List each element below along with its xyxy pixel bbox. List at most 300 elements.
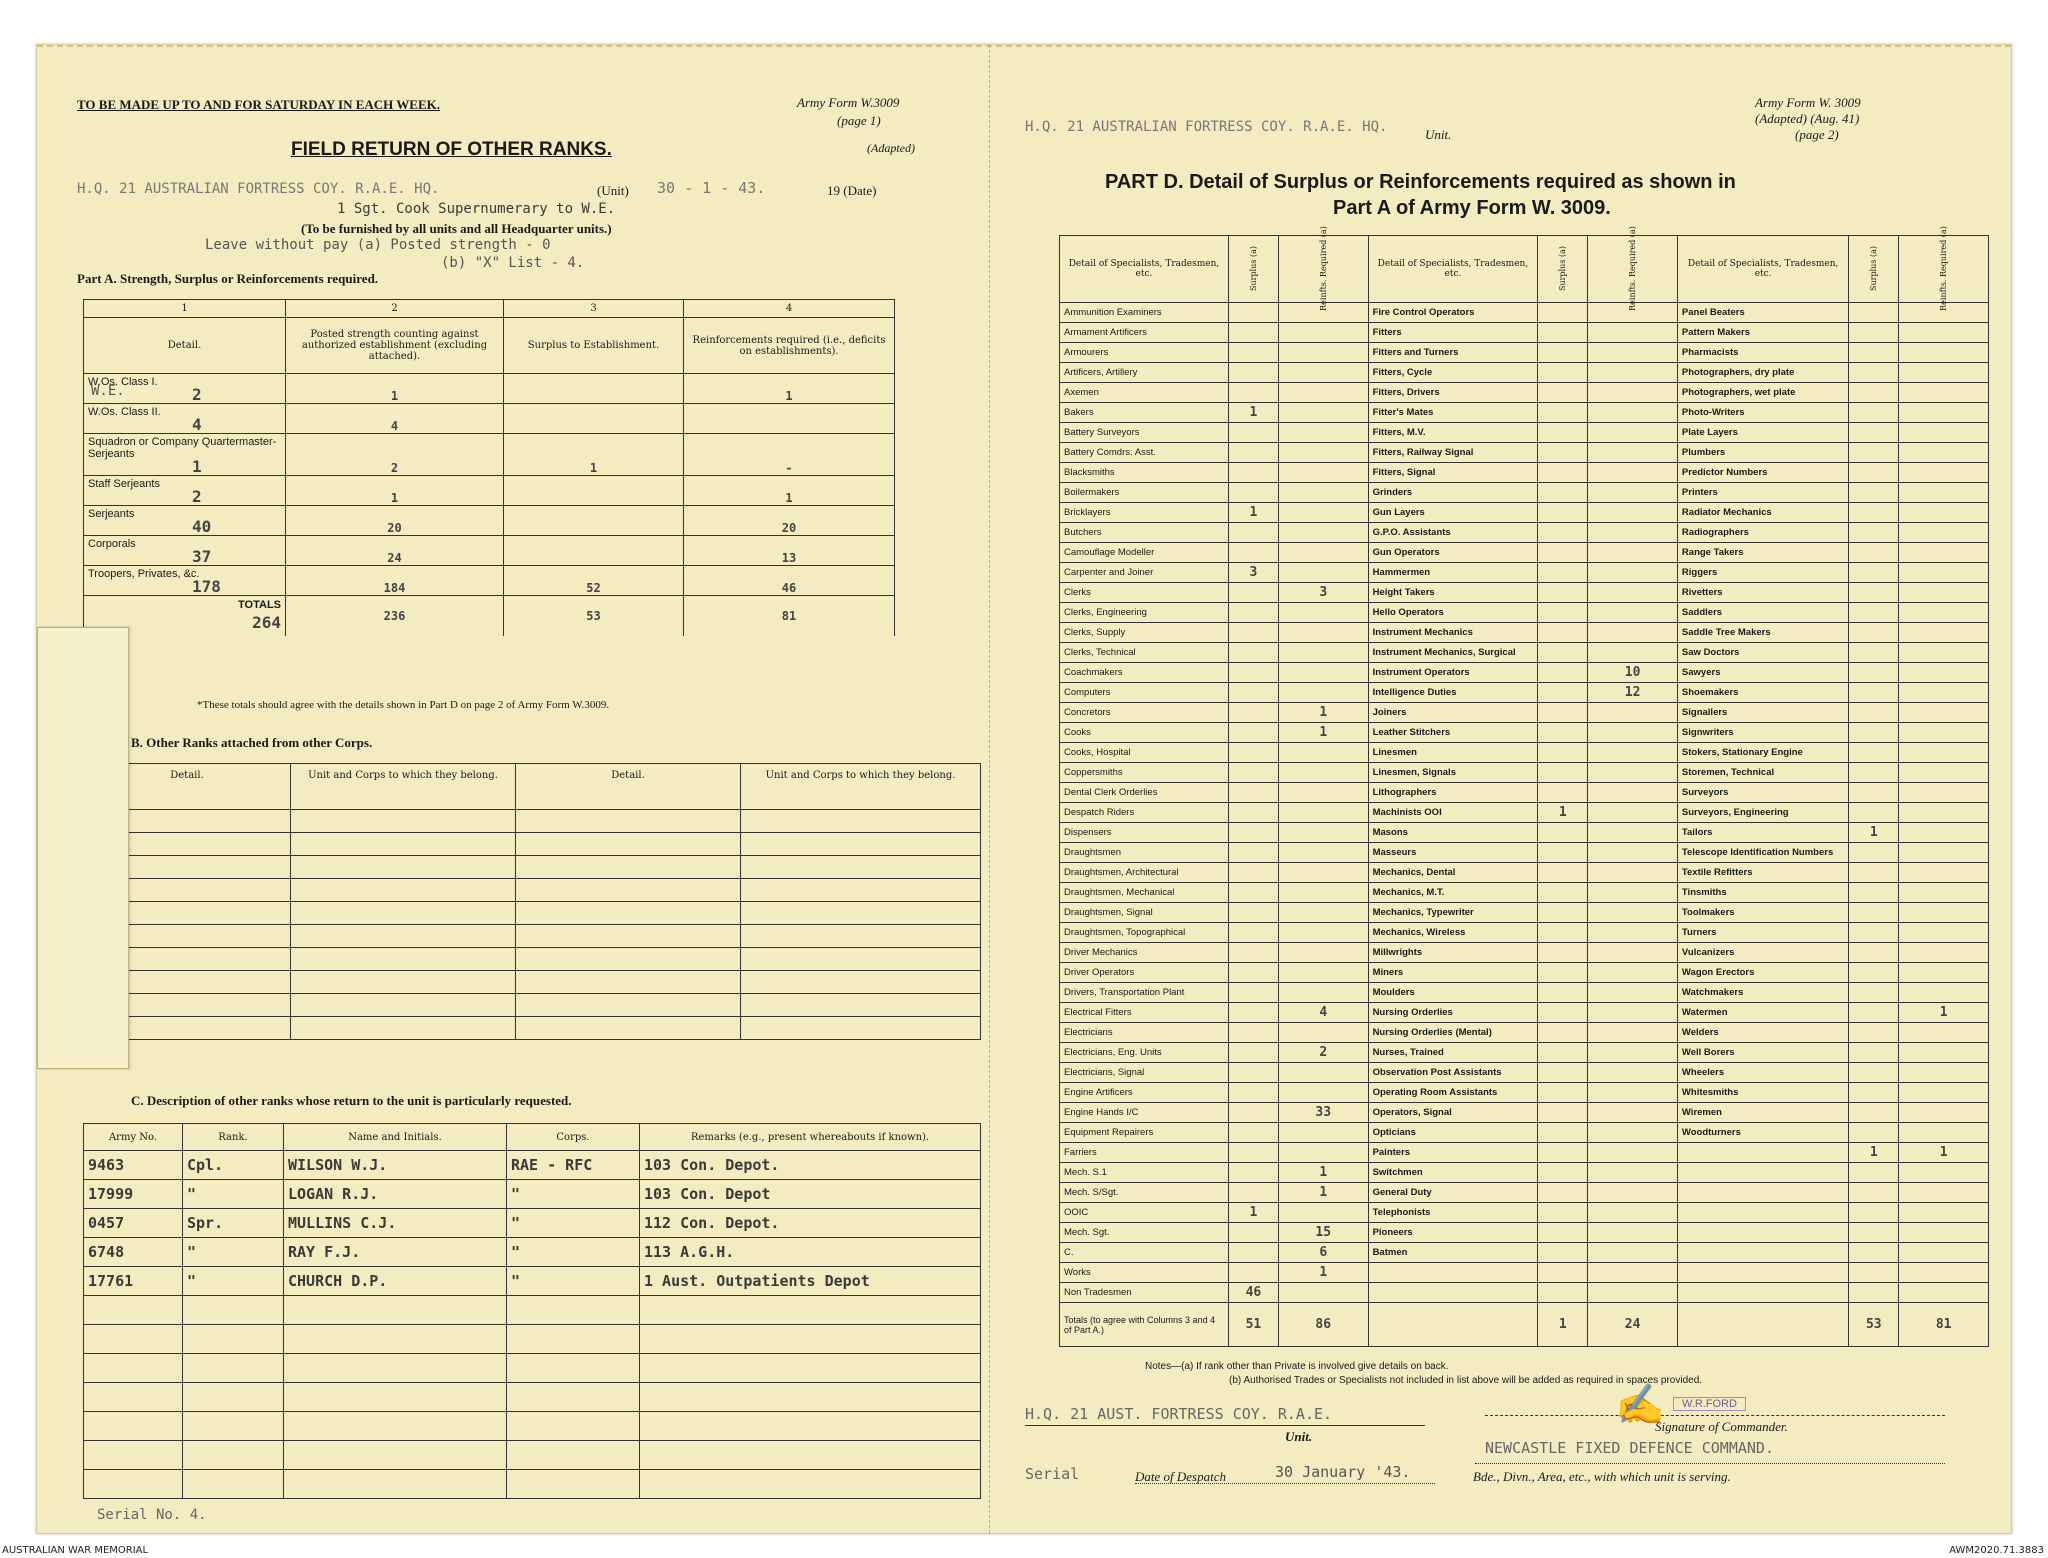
col-head-detail: Detail.: [84, 318, 286, 374]
part-d-trade: Mechanics, Typewriter: [1368, 903, 1538, 923]
part-d-reinf: [1899, 923, 1989, 943]
part-d-reinf: [1899, 963, 1989, 983]
part-c-row: [84, 1383, 981, 1412]
row-surplus: [503, 506, 683, 536]
row-surplus: [503, 404, 683, 434]
part-d-trade: Textile Refitters: [1677, 863, 1848, 883]
part-d-reinf: 1: [1899, 1143, 1989, 1163]
part-d-reinf: [1278, 563, 1368, 583]
part-a-row: [84, 374, 895, 404]
part-d-reinf: [1588, 1123, 1678, 1143]
b-head-detail-1: Detail.: [84, 764, 291, 810]
part-d-trade: Fitters, M.V.: [1368, 423, 1538, 443]
part-d-reinf: [1278, 483, 1368, 503]
part-b-cell: [516, 879, 741, 902]
part-d-trade: Engine Artificers: [1060, 1083, 1229, 1103]
part-c-corps: RAE - RFC: [507, 1151, 640, 1180]
part-d-surplus: [1849, 863, 1899, 883]
part-c-corps: [507, 1354, 640, 1383]
adapted-right: (Adapted) (Aug. 41): [1755, 111, 1860, 126]
part-d-reinf: [1899, 323, 1989, 343]
part-d-reinf: [1588, 643, 1678, 663]
part-d-reinf: [1588, 483, 1678, 503]
d-head-1: Detail of Specialists, Tradesmen, etc.: [1060, 236, 1229, 303]
part-b-cell: [516, 902, 741, 925]
part-d-trade: Riggers: [1677, 563, 1848, 583]
totals-label: TOTALS: [238, 599, 282, 612]
part-d-row: [1060, 683, 1989, 703]
part-d-reinf: [1278, 463, 1368, 483]
part-d-surplus: [1538, 1063, 1588, 1083]
part-d-reinf: [1278, 663, 1368, 683]
part-b-row: [84, 833, 981, 856]
part-d-reinf: [1899, 423, 1989, 443]
part-d-reinf: [1278, 423, 1368, 443]
part-b-cell: [741, 948, 981, 971]
row-detail: [84, 536, 286, 566]
part-d-surplus: [1849, 463, 1899, 483]
totals-we: 264: [252, 613, 282, 633]
part-d-trade: Saddle Tree Makers: [1677, 623, 1848, 643]
part-d-surplus: [1228, 1243, 1278, 1263]
part-d-reinf: [1899, 623, 1989, 643]
part-d-surplus: [1849, 503, 1899, 523]
part-d-trade: Fire Control Operators: [1368, 303, 1538, 323]
despatch-label: Date of Despatch: [1135, 1469, 1226, 1484]
part-c-remarks: [640, 1441, 981, 1470]
adapted-label: (Adapted): [867, 141, 915, 155]
part-d-surplus: [1849, 1183, 1899, 1203]
part-d-reinf: [1278, 343, 1368, 363]
col-num-1: 1: [84, 300, 286, 318]
part-d-reinf: [1588, 1063, 1678, 1083]
despatch-typed: 30 January '43.: [1275, 1463, 1411, 1481]
d-head-3: Detail of Specialists, Tradesmen, etc.: [1677, 236, 1848, 303]
part-d-surplus: [1538, 823, 1588, 843]
part-d-trade: Radiographers: [1677, 523, 1848, 543]
part-d-surplus: [1849, 803, 1899, 823]
page-number: (page 1): [837, 113, 881, 128]
part-d-surplus: [1538, 303, 1588, 323]
part-d-surplus: [1849, 323, 1899, 343]
part-d-trade: Woodturners: [1677, 1123, 1848, 1143]
part-d-trade: Machinists OOI: [1368, 803, 1538, 823]
part-d-row: [1060, 503, 1989, 523]
part-d-trade: Pharmacists: [1677, 343, 1848, 363]
part-d-trade: Mechanics, M.T.: [1368, 883, 1538, 903]
part-d-row: [1060, 383, 1989, 403]
part-d-reinf: [1899, 763, 1989, 783]
instruction: TO BE MADE UP TO AND FOR SATURDAY IN EACH WEEK.: [77, 97, 440, 112]
part-d-reinf: [1588, 883, 1678, 903]
part-d-reinf: [1899, 603, 1989, 623]
part-d-surplus: [1849, 903, 1899, 923]
part-d-trade: Photographers, wet plate: [1677, 383, 1848, 403]
part-d-surplus: 1: [1849, 823, 1899, 843]
part-d-trade: Bricklayers: [1060, 503, 1229, 523]
part-c-corps: [507, 1383, 640, 1412]
part-d-trade: Stokers, Stationary Engine: [1677, 743, 1848, 763]
part-d-surplus: [1849, 483, 1899, 503]
part-d-surplus: [1228, 583, 1278, 603]
row-posted: 20: [286, 506, 504, 536]
part-d-trade: Mech. S/Sgt.: [1060, 1183, 1229, 1203]
part-d-surplus: 1: [1228, 1203, 1278, 1223]
part-d-reinf: [1588, 1163, 1678, 1183]
part-d-surplus: [1538, 963, 1588, 983]
part-d-surplus: [1849, 443, 1899, 463]
part-d-trade: Clerks, Supply: [1060, 623, 1229, 643]
part-d-reinf: [1588, 423, 1678, 443]
part-b-cell: [516, 994, 741, 1017]
part-c-rank: [183, 1354, 284, 1383]
command-typed: NEWCASTLE FIXED DEFENCE COMMAND.: [1485, 1439, 1774, 1457]
part-d-surplus: [1849, 1023, 1899, 1043]
part-d-reinf: [1899, 1243, 1989, 1263]
part-d-reinf: [1588, 463, 1678, 483]
row-we-value: 4: [192, 414, 202, 434]
part-d-reinf: [1899, 503, 1989, 523]
part-d-surplus: [1228, 1083, 1278, 1103]
part-d-surplus: [1228, 1003, 1278, 1023]
part-c-name: [284, 1383, 507, 1412]
part-d-reinf: [1588, 763, 1678, 783]
part-c-remarks: [640, 1354, 981, 1383]
part-d-surplus: [1849, 603, 1899, 623]
part-b-row: [84, 971, 981, 994]
part-b-cell: [291, 833, 516, 856]
part-d-trade: Wagon Erectors: [1677, 963, 1848, 983]
part-c-corps: [507, 1470, 640, 1499]
part-d-reinf: [1278, 323, 1368, 343]
part-b-cell: [291, 856, 516, 879]
part-d-surplus: [1228, 703, 1278, 723]
part-d-surplus: [1538, 703, 1588, 723]
typed-note: 1 Sgt. Cook Supernumerary to W.E.: [337, 201, 616, 217]
part-d-surplus: [1538, 383, 1588, 403]
row-detail-label: W.Os. Class II.: [88, 405, 161, 418]
date-label: 19 (Date): [827, 183, 877, 198]
part-b-cell: [291, 948, 516, 971]
part-d-surplus: [1228, 523, 1278, 543]
part-d-reinf: [1588, 943, 1678, 963]
part-c-corps: ": [507, 1180, 640, 1209]
despatch-line: [1135, 1483, 1435, 1484]
part-d-reinf: [1278, 883, 1368, 903]
part-d-trade: Armourers: [1060, 343, 1229, 363]
part-d-row: [1060, 363, 1989, 383]
part-c-rank: [183, 1412, 284, 1441]
part-d-trade: Non Tradesmen: [1060, 1283, 1229, 1303]
part-d-reinf: [1588, 563, 1678, 583]
part-d-surplus: [1849, 403, 1899, 423]
part-c-corps: [507, 1296, 640, 1325]
part-d-surplus: [1849, 1243, 1899, 1263]
part-d-trade: Linesmen, Signals: [1368, 763, 1538, 783]
part-d-row: [1060, 1163, 1989, 1183]
part-d-surplus: [1849, 763, 1899, 783]
part-a-row: [84, 506, 895, 536]
part-d-reinf: [1278, 763, 1368, 783]
date-typed: 30 - 1 - 43.: [657, 179, 766, 197]
part-a-table: [83, 299, 895, 636]
part-d-trade: Switchmen: [1368, 1163, 1538, 1183]
row-detail-label: W.Os. Class I.: [88, 375, 158, 388]
part-d-surplus: [1538, 863, 1588, 883]
part-d-surplus: [1849, 523, 1899, 543]
part-d-trade: Pioneers: [1368, 1223, 1538, 1243]
part-d-reinf: [1899, 1183, 1989, 1203]
part-d-surplus: [1538, 1043, 1588, 1063]
part-d-reinf: [1588, 363, 1678, 383]
b-head-unit-2: Unit and Corps to which they belong.: [741, 764, 981, 810]
part-d-trade: Clerks: [1060, 583, 1229, 603]
form-sheet: [36, 44, 2012, 1534]
part-d-reinf: [1899, 943, 1989, 963]
part-d-row: [1060, 1043, 1989, 1063]
part-d-row: [1060, 643, 1989, 663]
part-d-trade: Telephonists: [1368, 1203, 1538, 1223]
unit-label: (Unit): [597, 183, 629, 198]
part-d-reinf: [1278, 903, 1368, 923]
part-d-trade: Gun Operators: [1368, 543, 1538, 563]
d-reinf-head-1: Reinfts. Required (a): [1318, 226, 1328, 311]
part-d-trade: Toolmakers: [1677, 903, 1848, 923]
part-d-reinf: [1278, 743, 1368, 763]
part-d-surplus: [1228, 1163, 1278, 1183]
row-detail: [84, 434, 286, 476]
part-c-no: 17761: [84, 1267, 183, 1296]
part-d-reinf: 4: [1278, 1003, 1368, 1023]
part-d-trade: Despatch Riders: [1060, 803, 1229, 823]
part-d-trade: Plumbers: [1677, 443, 1848, 463]
part-d-row: [1060, 323, 1989, 343]
part-d-reinf: [1278, 1143, 1368, 1163]
part-d-trade: Leather Stitchers: [1368, 723, 1538, 743]
part-d-surplus: [1228, 363, 1278, 383]
part-d-surplus: [1849, 723, 1899, 743]
part-d-reinf: 10: [1588, 663, 1678, 683]
d-total-c2-surplus: 1: [1538, 1303, 1588, 1347]
part-d-reinf: 1: [1278, 703, 1368, 723]
part-d-trade: [1677, 1183, 1848, 1203]
part-d-trade: Artificers, Artillery: [1060, 363, 1229, 383]
part-d-row: [1060, 1183, 1989, 1203]
part-d-trade: Tinsmiths: [1677, 883, 1848, 903]
part-d-surplus: [1228, 983, 1278, 1003]
part-d-reinf: [1899, 883, 1989, 903]
part-c-name: [284, 1325, 507, 1354]
part-d-row: [1060, 463, 1989, 483]
part-d-reinf: [1899, 1163, 1989, 1183]
part-d-surplus: [1538, 943, 1588, 963]
row-reinf: [684, 404, 895, 434]
row-detail-label: Staff Serjeants: [88, 477, 160, 490]
part-c-remarks: 103 Con. Depot: [640, 1180, 981, 1209]
part-d-surplus: [1849, 1263, 1899, 1283]
part-c-rank: ": [183, 1238, 284, 1267]
part-d-surplus: [1228, 1023, 1278, 1043]
part-d-trade: Drivers, Transportation Plant: [1060, 983, 1229, 1003]
row-posted: 24: [286, 536, 504, 566]
part-d-surplus: [1538, 663, 1588, 683]
part-c-name: LOGAN R.J.: [284, 1180, 507, 1209]
part-d-reinf: 2: [1278, 1043, 1368, 1063]
part-d-trade: C.: [1060, 1243, 1229, 1263]
part-d-surplus: [1538, 1123, 1588, 1143]
part-d-reinf: [1588, 743, 1678, 763]
d-reinf-head-3: Reinfts. Required (a): [1939, 226, 1949, 311]
part-d-surplus: [1538, 563, 1588, 583]
part-c-row: [84, 1412, 981, 1441]
part-d-reinf: [1588, 603, 1678, 623]
part-c-row: [84, 1209, 981, 1238]
part-c-row: [84, 1325, 981, 1354]
part-d-surplus: [1228, 923, 1278, 943]
part-d-row: [1060, 563, 1989, 583]
part-d-trade: Draughtsmen: [1060, 843, 1229, 863]
part-d-surplus: [1228, 803, 1278, 823]
part-d-trade: Masons: [1368, 823, 1538, 843]
row-reinf: 20: [684, 506, 895, 536]
part-d-surplus: [1538, 623, 1588, 643]
part-d-reinf: [1278, 923, 1368, 943]
part-d-surplus: [1538, 1243, 1588, 1263]
part-d-row: [1060, 403, 1989, 423]
part-b-cell: [741, 971, 981, 994]
part-d-trade: Operators, Signal: [1368, 1103, 1538, 1123]
leave-note-2: (b) "X" List - 4.: [441, 255, 585, 271]
row-we-value: 1: [192, 456, 202, 476]
part-b-row: [84, 902, 981, 925]
part-d-row: [1060, 723, 1989, 743]
part-d-reinf: [1588, 523, 1678, 543]
part-d-surplus: [1849, 343, 1899, 363]
d-totals-row: [1060, 1303, 1989, 1347]
row-we-value: 2: [192, 486, 202, 506]
part-d-trade: Fitter's Mates: [1368, 403, 1538, 423]
part-b-cell: [516, 948, 741, 971]
part-d-surplus: [1228, 723, 1278, 743]
part-d-reinf: [1899, 1203, 1989, 1223]
row-reinf: 1: [684, 374, 895, 404]
row-detail: [84, 566, 286, 596]
part-c-rank: Spr.: [183, 1209, 284, 1238]
part-d-surplus: [1538, 683, 1588, 703]
part-d-trade: [1677, 1283, 1848, 1303]
part-d-trade: Fitters, Railway Signal: [1368, 443, 1538, 463]
part-d-reinf: [1588, 983, 1678, 1003]
part-d-reinf: [1278, 383, 1368, 403]
part-d-trade: Cooks: [1060, 723, 1229, 743]
part-d-surplus: [1228, 1263, 1278, 1283]
part-d-surplus: [1538, 343, 1588, 363]
part-d-trade: Instrument Operators: [1368, 663, 1538, 683]
part-c-no: [84, 1325, 183, 1354]
part-b-row: [84, 1017, 981, 1040]
part-d-reinf: [1588, 843, 1678, 863]
part-d-surplus: [1538, 423, 1588, 443]
part-d-reinf: [1278, 443, 1368, 463]
row-surplus: [503, 536, 683, 566]
part-d-reinf: [1278, 843, 1368, 863]
part-d-surplus: [1538, 1263, 1588, 1283]
part-d-surplus: [1228, 303, 1278, 323]
part-d-reinf: [1278, 523, 1368, 543]
unit-bottom-typed: H.Q. 21 AUST. FORTRESS COY. R.A.E.: [1025, 1405, 1333, 1423]
name-stamp: W.R.FORD: [1673, 1397, 1746, 1411]
row-posted: 1: [286, 374, 504, 404]
part-d-reinf: [1899, 383, 1989, 403]
part-a-heading: Part A. Strength, Surplus or Reinforcements required.: [77, 271, 379, 286]
part-d-trade: Plate Layers: [1677, 423, 1848, 443]
row-detail: [84, 404, 286, 434]
part-d-trade: [1368, 1283, 1538, 1303]
part-d-surplus: [1849, 963, 1899, 983]
part-d-surplus: 1: [1228, 503, 1278, 523]
part-d-reinf: [1278, 643, 1368, 663]
part-d-reinf: [1588, 383, 1678, 403]
part-d-reinf: [1588, 823, 1678, 843]
part-d-trade: Draughtsmen, Topographical: [1060, 923, 1229, 943]
col-head-reinf: Reinforcements required (i.e., deficits on establishments).: [684, 318, 895, 374]
part-d-trade: Carpenter and Joiner: [1060, 563, 1229, 583]
part-d-reinf: [1588, 1103, 1678, 1123]
part-d-trade: Coppersmiths: [1060, 763, 1229, 783]
part-a-row: [84, 434, 895, 476]
part-d-surplus: [1849, 1223, 1899, 1243]
part-d-reinf: [1899, 523, 1989, 543]
unit-typed-right: H.Q. 21 AUSTRALIAN FORTRESS COY. R.A.E. HQ.: [1025, 119, 1388, 135]
part-d-surplus: [1538, 783, 1588, 803]
part-c-row: [84, 1296, 981, 1325]
part-d-row: [1060, 963, 1989, 983]
part-d-reinf: [1588, 703, 1678, 723]
part-d-surplus: [1228, 823, 1278, 843]
part-d-trade: Computers: [1060, 683, 1229, 703]
part-d-title: PART D. Detail of Surplus or Reinforcements required as shown in: [1105, 171, 1736, 193]
row-detail-label: Squadron or Company Quartermaster-Serjeants: [88, 435, 277, 460]
part-d-trade: [1677, 1243, 1848, 1263]
part-c-rank: ": [183, 1267, 284, 1296]
part-d-reinf: [1588, 1023, 1678, 1043]
part-c-rank: [183, 1325, 284, 1354]
part-c-rank: [183, 1470, 284, 1499]
row-detail-label: Corporals: [88, 537, 136, 550]
part-d-surplus: [1538, 583, 1588, 603]
part-d-reinf: [1899, 1223, 1989, 1243]
d-total-blank-3: [1677, 1303, 1848, 1347]
part-d-trade: Clerks, Engineering: [1060, 603, 1229, 623]
part-d-row: [1060, 843, 1989, 863]
part-d-reinf: [1899, 443, 1989, 463]
part-d-trade: Engine Hands I/C: [1060, 1103, 1229, 1123]
part-b-cell: [516, 856, 741, 879]
row-reinf: 46: [684, 566, 895, 596]
b-head-detail-2: Detail.: [516, 764, 741, 810]
part-d-reinf: 1: [1278, 723, 1368, 743]
part-b-cell: [516, 810, 741, 833]
row-posted: 1: [286, 476, 504, 506]
row-reinf: -: [684, 434, 895, 476]
part-b-cell: [741, 833, 981, 856]
part-d-surplus: [1849, 883, 1899, 903]
part-d-row: [1060, 863, 1989, 883]
part-d-trade: Signwriters: [1677, 723, 1848, 743]
part-d-reinf: [1278, 943, 1368, 963]
c-head-corps: Corps.: [507, 1124, 640, 1151]
part-d-trade: Nursing Orderlies: [1368, 1003, 1538, 1023]
